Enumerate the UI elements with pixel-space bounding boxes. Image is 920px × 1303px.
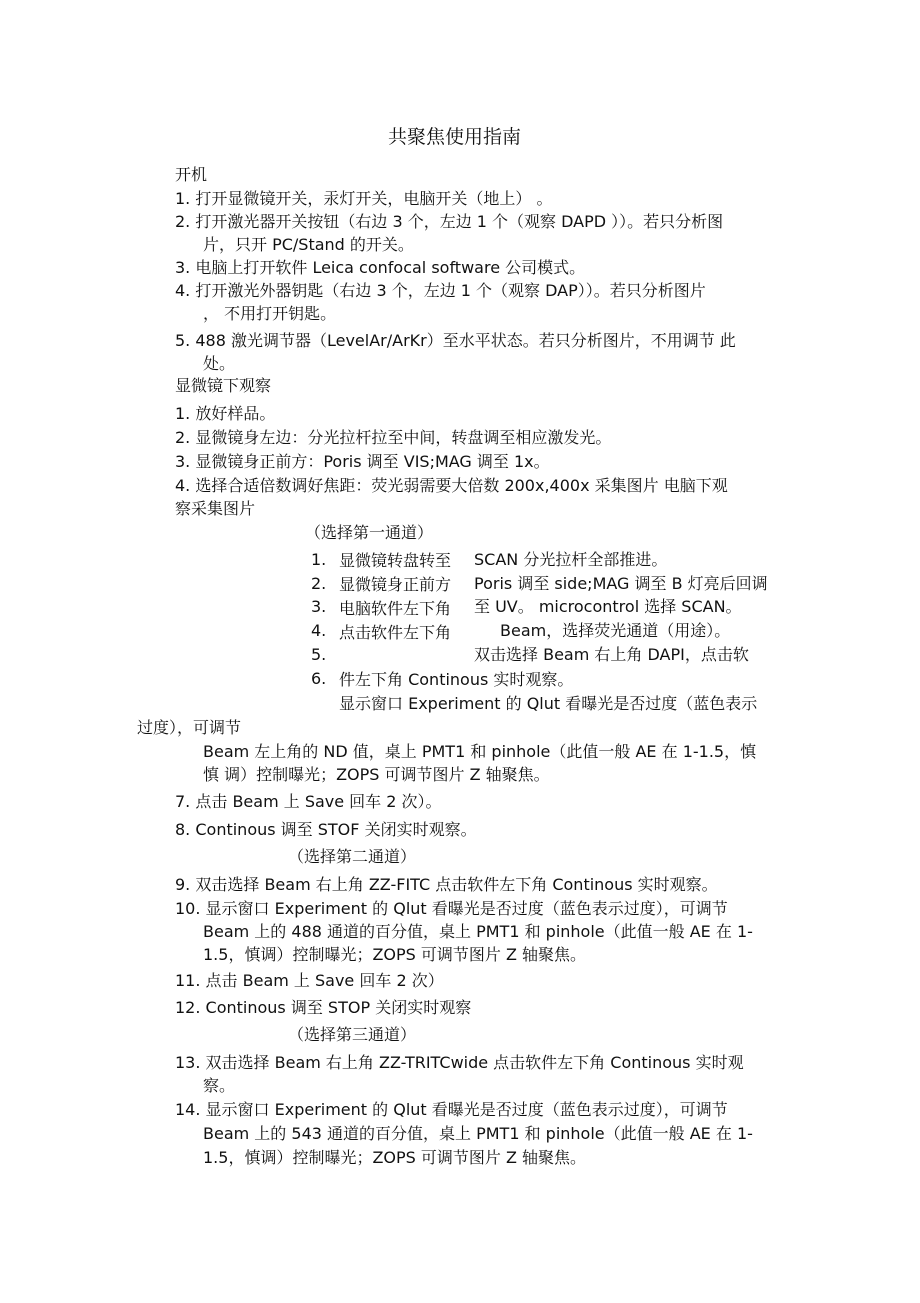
step-line-continued: 1.5，慎调）控制曝光；ZOPS 可调节图片 Z 轴聚焦。 — [203, 945, 587, 964]
sub-step-detail: 件左下角 Continous 实时观察。 — [339, 670, 574, 689]
step-line: 9. 双击选择 Beam 右上角 ZZ-FITC 点击软件左下角 Continous 实时观察。 — [175, 875, 718, 894]
sub-step-number: 2. — [311, 574, 327, 593]
document-title: 共聚焦使用指南 — [388, 126, 522, 148]
sub-step-detail: 过度），可调节 — [137, 718, 242, 737]
sub-step-detail: SCAN 分光拉杆全部推进。 — [474, 550, 668, 569]
step-line: 1. 放好样品。 — [175, 404, 276, 423]
sub-step-detail: 双击选择 Beam 右上角 DAPI，点击软 — [474, 645, 749, 664]
step-line-continued: 处。 — [203, 354, 236, 373]
sub-step-detail: Beam 左上角的 ND 值，桌上 PMT1 和 pinhole（此值一般 AE 在 1-1.5，慎 — [203, 742, 757, 761]
sub-step-text: 电脑软件左下角 — [339, 599, 452, 618]
sub-step-detail: Poris 调至 side;MAG 调至 B 灯亮后回调 — [474, 574, 768, 593]
step-line-continued: ， 不用打开钥匙。 — [203, 304, 337, 323]
sub-step-text: 点击软件左下角 — [339, 623, 452, 642]
step-line: 1. 打开显微镜开关，汞灯开关，电脑开关（地上） 。 — [175, 189, 553, 208]
channel-heading-3: （选择第三通道） — [288, 1025, 417, 1044]
step-line: 13. 双击选择 Beam 右上角 ZZ-TRITCwide 点击软件左下角 Continous 实时观 — [175, 1053, 744, 1072]
step-line: 7. 点击 Beam 上 Save 回车 2 次）。 — [175, 792, 442, 811]
section-heading-startup: 开机 — [175, 165, 208, 184]
step-line-continued: 察采集图片 — [175, 499, 256, 518]
step-line: 4. 选择合适倍数调好焦距：荧光弱需要大倍数 200x,400x 采集图片 电脑下观 — [175, 476, 728, 495]
step-line: 14. 显示窗口 Experiment 的 Qlut 看曝光是否过度（蓝色表示过度），可调节 — [175, 1100, 728, 1119]
step-line-continued: 察。 — [203, 1076, 236, 1095]
sub-step-text: 显微镜身正前方 — [339, 575, 452, 594]
sub-step-number: 1. — [311, 550, 327, 569]
step-line: 5. 488 激光调节器（LevelAr/ArKr）至水平状态。若只分析图片，不用调节 此 — [175, 331, 736, 350]
step-line-continued: Beam 上的 488 通道的百分值，桌上 PMT1 和 pinhole（此值一般 AE 在 1- — [203, 922, 753, 941]
step-line: 2. 显微镜身左边：分光拉杆拉至中间，转盘调至相应激发光。 — [175, 428, 612, 447]
section-heading-microscope: 显微镜下观察 — [175, 376, 272, 395]
channel-heading-1: （选择第一通道） — [305, 523, 434, 542]
step-line-continued: 1.5，慎调）控制曝光；ZOPS 可调节图片 Z 轴聚焦。 — [203, 1148, 587, 1167]
step-line-continued: 片，只开 PC/Stand 的开关。 — [203, 235, 414, 254]
sub-step-detail: 显示窗口 Experiment 的 Qlut 看曝光是否过度（蓝色表示 — [339, 694, 758, 713]
sub-step-number: 5. — [311, 645, 327, 664]
sub-step-detail: 至 UV。 microcontrol 选择 SCAN。 — [474, 597, 742, 616]
sub-step-number: 4. — [311, 621, 327, 640]
sub-step-detail: Beam，选择荧光通道（用途）。 — [500, 621, 731, 640]
sub-step-text: 显微镜转盘转至 — [339, 551, 452, 570]
step-line: 3. 电脑上打开软件 Leica confocal software 公司模式。 — [175, 258, 586, 277]
step-line: 10. 显示窗口 Experiment 的 Qlut 看曝光是否过度（蓝色表示过度），可调节 — [175, 899, 728, 918]
sub-step-number: 6. — [311, 669, 327, 688]
step-line-continued: Beam 上的 543 通道的百分值，桌上 PMT1 和 pinhole（此值一般 AE 在 1- — [203, 1124, 753, 1143]
step-line: 3. 显微镜身正前方：Poris 调至 VIS;MAG 调至 1x。 — [175, 452, 550, 471]
step-line: 12. Continous 调至 STOP 关闭实时观察 — [175, 998, 472, 1017]
step-line: 11. 点击 Beam 上 Save 回车 2 次） — [175, 971, 444, 990]
step-line: 2. 打开激光器开关按钮（右边 3 个，左边 1 个（观察 DAPD ））。若只分析图 — [175, 212, 724, 231]
step-line: 8. Continous 调至 STOF 关闭实时观察。 — [175, 820, 477, 839]
sub-step-number: 3. — [311, 597, 327, 616]
channel-heading-2: （选择第二通道） — [288, 847, 417, 866]
sub-step-detail: 慎 调）控制曝光；ZOPS 可调节图片 Z 轴聚焦。 — [203, 765, 550, 784]
step-line: 4. 打开激光外器钥匙（右边 3 个，左边 1 个（观察 DAP））。若只分析图片 — [175, 281, 706, 300]
